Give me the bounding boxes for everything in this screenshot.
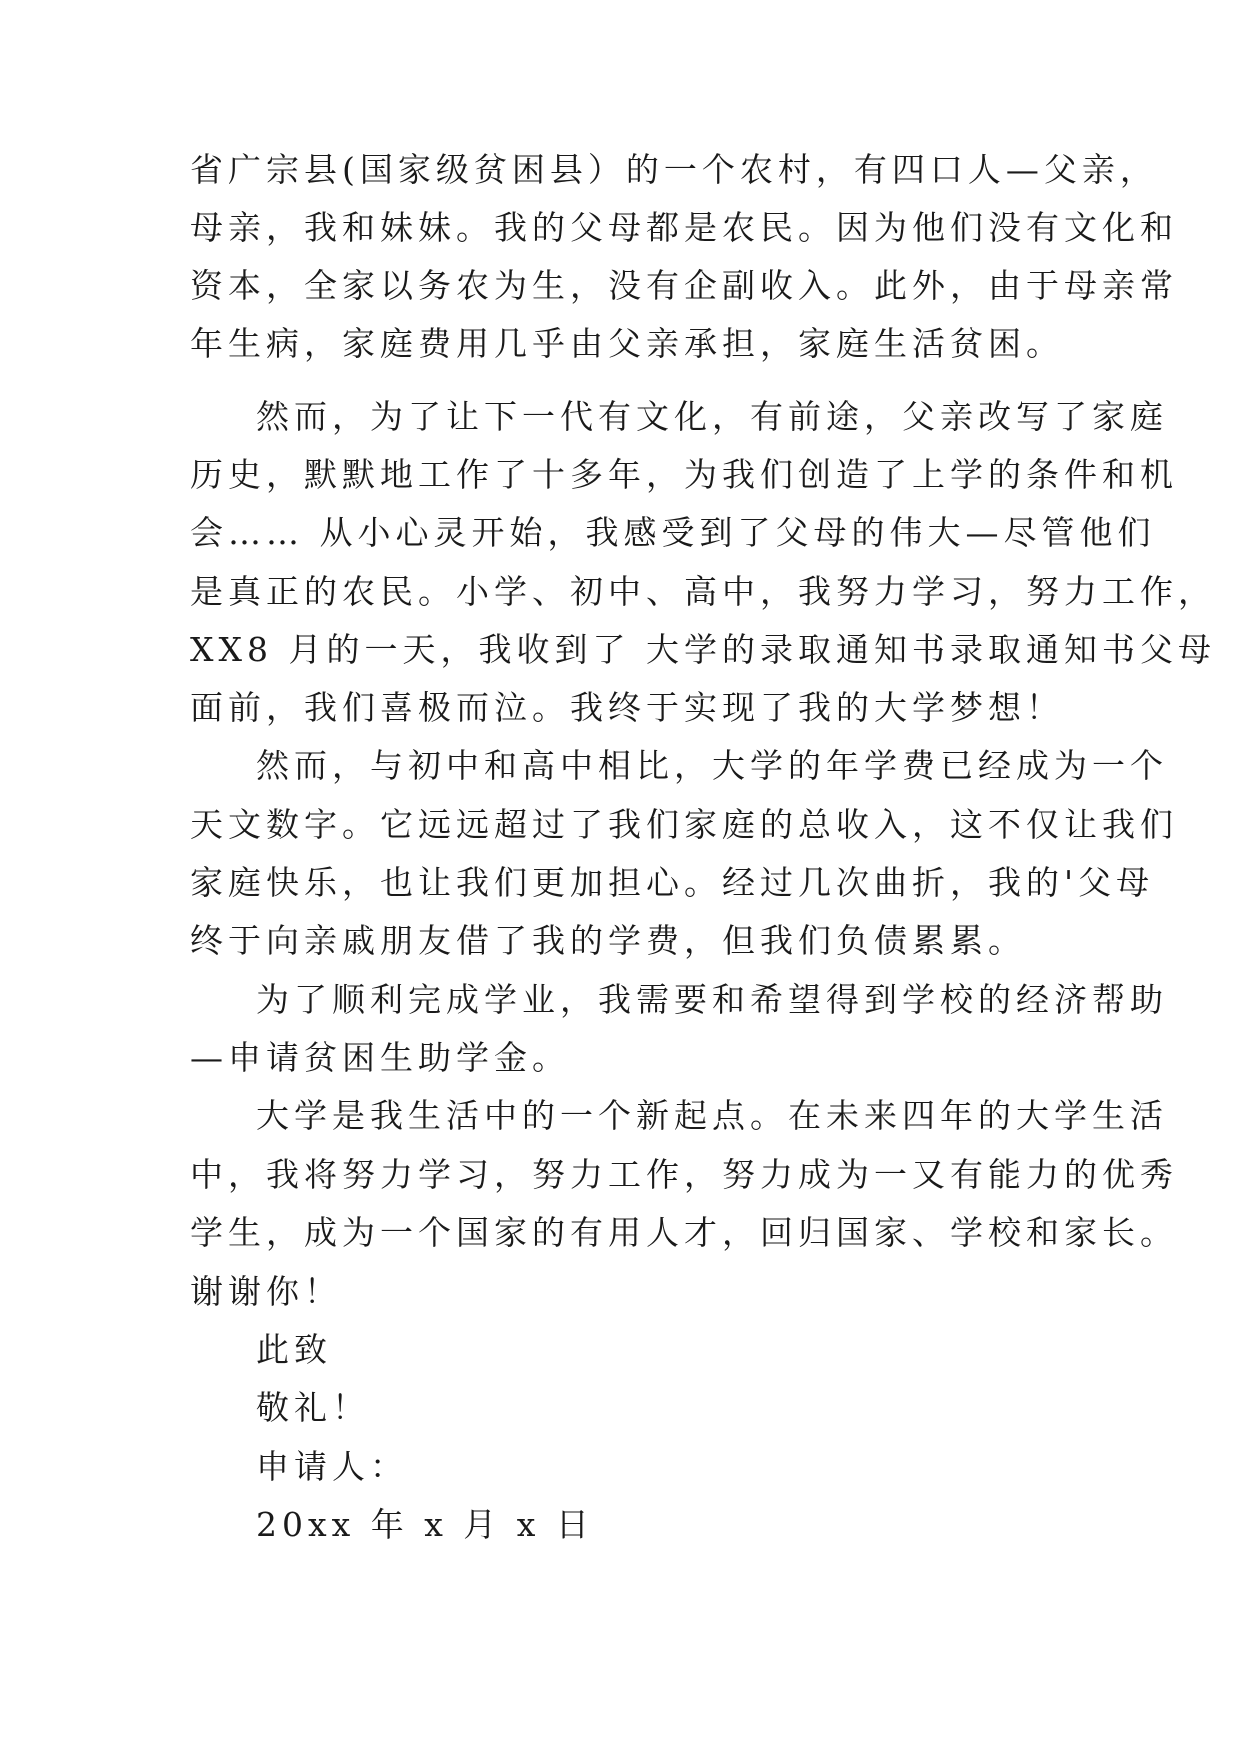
paragraph-start-line: 然而，为了让下一代有文化，有前途，父亲改写了家庭 [256, 397, 1168, 436]
body-line: 是真正的农民。小学、初中、高中，我努力学习，努力工作， [190, 572, 1216, 611]
body-line: XX8 月的一天，我收到了 大学的录取通知书录取通知书父母 [190, 630, 1216, 669]
body-line: 面前，我们喜极而泣。我终于实现了我的大学梦想！ [190, 688, 1064, 727]
closing-salutation: 此致 [256, 1330, 332, 1369]
paragraph-start-line: 然而，与初中和高中相比，大学的年学费已经成为一个 [256, 746, 1168, 785]
paragraph-start-line: 大学是我生活中的一个新起点。在未来四年的大学生活 [256, 1096, 1168, 1135]
body-line: 天文数字。它远远超过了我们家庭的总收入，这不仅让我们 [190, 805, 1178, 844]
body-line: 资本，全家以务农为生，没有企副收入。此外，由于母亲常 [190, 266, 1178, 305]
body-line: 中，我将努力学习，努力工作，努力成为一又有能力的优秀 [190, 1155, 1178, 1194]
body-line: 省广宗县(国家级贫困县）的一个农村，有四口人—父亲， [190, 150, 1158, 189]
body-line: 家庭快乐，也让我们更加担心。经过几次曲折，我的'父母 [190, 863, 1155, 902]
body-line: 学生，成为一个国家的有用人才，回归国家、学校和家长。 [190, 1213, 1178, 1252]
closing-respects: 敬礼！ [256, 1388, 370, 1427]
body-line: 终于向亲戚朋友借了我的学费，但我们负债累累。 [190, 921, 1026, 960]
body-line: 母亲，我和妹妹。我的父母都是农民。因为他们没有文化和 [190, 208, 1178, 247]
applicant-label: 申请人： [256, 1447, 408, 1486]
body-line: 会…… 从小心灵开始，我感受到了父母的伟大—尽管他们 [190, 513, 1156, 552]
body-line: 谢谢你！ [190, 1272, 342, 1311]
paragraph-start-line: 为了顺利完成学业，我需要和希望得到学校的经济帮助 [256, 980, 1168, 1019]
body-line: 历史，默默地工作了十多年，为我们创造了上学的条件和机 [190, 455, 1178, 494]
date-line: 20xx 年 x 月 x 日 [256, 1505, 594, 1544]
body-line: —申请贫困生助学金。 [190, 1038, 570, 1077]
body-line: 年生病，家庭费用几乎由父亲承担，家庭生活贫困。 [190, 324, 1064, 363]
